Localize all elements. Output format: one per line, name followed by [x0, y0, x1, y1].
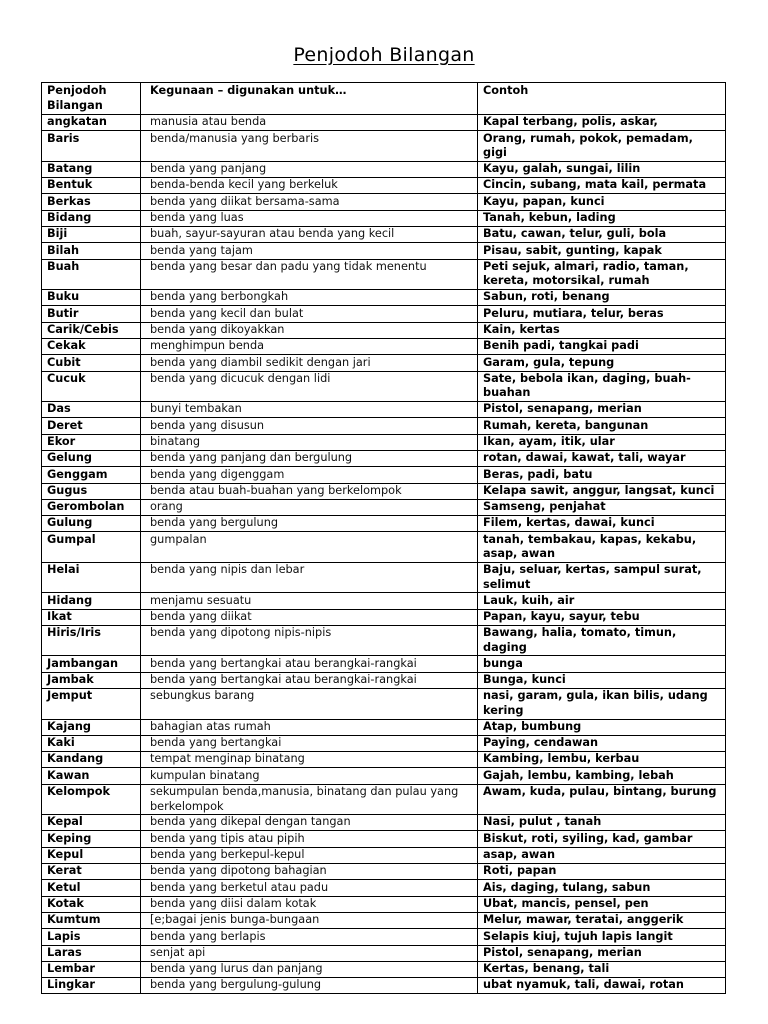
example-cell: Rumah, kereta, bangunan: [478, 418, 726, 434]
classifier-cell: angkatan: [42, 115, 141, 131]
table-row: [42, 290, 726, 306]
table-row: [42, 656, 726, 672]
example-cell: tanah, tembakau, kapas, kekabu, asap, awan: [478, 532, 726, 562]
page-title: Penjodoh Bilangan: [293, 44, 475, 66]
classifier-cell: Kelompok: [42, 784, 141, 814]
table-row: [42, 768, 726, 784]
usage-cell: benda yang bertangkai: [141, 735, 478, 751]
usage-cell: [e;bagai jenis bunga-bungaan: [141, 912, 478, 928]
usage-cell: gumpalan: [141, 532, 478, 562]
usage-cell: benda yang dikoyakkan: [141, 322, 478, 338]
classifier-cell: Kaki: [42, 735, 141, 751]
usage-cell: benda yang diikat bersama-sama: [141, 194, 478, 210]
usage-cell: benda yang bergulung: [141, 516, 478, 532]
example-cell: Sabun, roti, benang: [478, 290, 726, 306]
table-row: [42, 418, 726, 434]
example-cell: Kayu, papan, kunci: [478, 194, 726, 210]
table-row: [42, 161, 726, 177]
table-row: [42, 483, 726, 499]
usage-cell: bunyi tembakan: [141, 402, 478, 418]
table-row: [42, 402, 726, 418]
example-cell: Ais, daging, tulang, sabun: [478, 880, 726, 896]
table-row: [42, 784, 726, 814]
classifier-cell: Kandang: [42, 752, 141, 768]
table-row: [42, 131, 726, 161]
example-cell: Peluru, mutiara, telur, beras: [478, 306, 726, 322]
usage-cell: benda yang berbongkah: [141, 290, 478, 306]
classifier-cell: Kerat: [42, 864, 141, 880]
example-cell: Kertas, benang, tali: [478, 961, 726, 977]
example-cell: Peti sejuk, almari, radio, taman, kereta, motorsikal, rumah: [478, 259, 726, 289]
example-cell: Pistol, senapang, merian: [478, 402, 726, 418]
example-cell: Bawang, halia, tomato, timun, daging: [478, 625, 726, 655]
table-row: [42, 194, 726, 210]
example-cell: nasi, garam, gula, ikan bilis, udang kering: [478, 689, 726, 719]
example-cell: Lauk, kuih, air: [478, 593, 726, 609]
table-body: [42, 115, 726, 994]
table-row: [42, 322, 726, 338]
table-row: [42, 752, 726, 768]
table-row: [42, 259, 726, 289]
classifier-cell: Lapis: [42, 929, 141, 945]
example-cell: ubat nyamuk, tali, dawai, rotan: [478, 978, 726, 994]
table-row: [42, 434, 726, 450]
usage-cell: benda yang disusun: [141, 418, 478, 434]
classifier-cell: Gulung: [42, 516, 141, 532]
example-cell: Nasi, pulut , tanah: [478, 815, 726, 831]
table-row: [42, 961, 726, 977]
classifier-cell: Kajang: [42, 719, 141, 735]
example-cell: Biskut, roti, syiling, kad, gambar: [478, 831, 726, 847]
example-cell: Pistol, senapang, merian: [478, 945, 726, 961]
usage-cell: benda-benda kecil yang berkeluk: [141, 178, 478, 194]
example-cell: Atap, bumbung: [478, 719, 726, 735]
table-row: [42, 178, 726, 194]
header-examples: Contoh: [478, 83, 726, 115]
table-row: [42, 355, 726, 371]
usage-cell: benda yang lurus dan panjang: [141, 961, 478, 977]
table-row: [42, 689, 726, 719]
usage-cell: benda yang diikat: [141, 609, 478, 625]
usage-cell: benda yang berketul atau padu: [141, 880, 478, 896]
classifier-cell: Baris: [42, 131, 141, 161]
usage-cell: benda atau buah-buahan yang berkelompok: [141, 483, 478, 499]
classifier-cell: Lingkar: [42, 978, 141, 994]
usage-cell: benda yang tajam: [141, 243, 478, 259]
header-classifier: Penjodoh Bilangan: [42, 83, 141, 115]
classifier-cell: Kawan: [42, 768, 141, 784]
table-row: [42, 115, 726, 131]
example-cell: asap, awan: [478, 847, 726, 863]
usage-cell: orang: [141, 499, 478, 515]
table-header-row: [42, 83, 726, 115]
example-cell: Benih padi, tangkai padi: [478, 338, 726, 354]
classifier-cell: Kumtum: [42, 912, 141, 928]
usage-cell: benda yang kecil dan bulat: [141, 306, 478, 322]
table-row: [42, 609, 726, 625]
classifier-cell: Gumpal: [42, 532, 141, 562]
usage-cell: menghimpun benda: [141, 338, 478, 354]
example-cell: Gajah, lembu, kambing, lebah: [478, 768, 726, 784]
usage-cell: benda yang tipis atau pipih: [141, 831, 478, 847]
table-row: [42, 625, 726, 655]
table-row: [42, 831, 726, 847]
classifier-cell: Batang: [42, 161, 141, 177]
usage-cell: menjamu sesuatu: [141, 593, 478, 609]
example-cell: Pisau, sabit, gunting, kapak: [478, 243, 726, 259]
classifier-cell: Buah: [42, 259, 141, 289]
table-row: [42, 338, 726, 354]
classifier-cell: Buku: [42, 290, 141, 306]
table-row: [42, 896, 726, 912]
classifier-cell: Bilah: [42, 243, 141, 259]
example-cell: Orang, rumah, pokok, pemadam, gigi: [478, 131, 726, 161]
classifier-cell: Ikat: [42, 609, 141, 625]
usage-cell: benda yang besar dan padu yang tidak menentu: [141, 259, 478, 289]
classifier-cell: Kepul: [42, 847, 141, 863]
example-cell: Ikan, ayam, itik, ular: [478, 434, 726, 450]
classifier-cell: Helai: [42, 562, 141, 592]
usage-cell: buah, sayur-sayuran atau benda yang kecil: [141, 226, 478, 242]
usage-cell: benda/manusia yang berbaris: [141, 131, 478, 161]
usage-cell: benda yang diambil sedikit dengan jari: [141, 355, 478, 371]
table-row: [42, 978, 726, 994]
classifier-cell: Bentuk: [42, 178, 141, 194]
classifier-cell: Das: [42, 402, 141, 418]
example-cell: bunga: [478, 656, 726, 672]
classifier-cell: Bidang: [42, 210, 141, 226]
example-cell: Beras, padi, batu: [478, 467, 726, 483]
example-cell: Kayu, galah, sungai, lilin: [478, 161, 726, 177]
table-row: [42, 672, 726, 688]
example-cell: Papan, kayu, sayur, tebu: [478, 609, 726, 625]
classifier-cell: Laras: [42, 945, 141, 961]
classifier-cell: Hiris/Iris: [42, 625, 141, 655]
usage-cell: sekumpulan benda,manusia, binatang dan pulau yang berkelompok: [141, 784, 478, 814]
example-cell: Melur, mawar, teratai, anggerik: [478, 912, 726, 928]
usage-cell: benda yang luas: [141, 210, 478, 226]
table-row: [42, 243, 726, 259]
usage-cell: binatang: [141, 434, 478, 450]
example-cell: Selapis kiuj, tujuh lapis langit: [478, 929, 726, 945]
classifier-cell: Deret: [42, 418, 141, 434]
example-cell: Filem, kertas, dawai, kunci: [478, 516, 726, 532]
table-row: [42, 306, 726, 322]
classifier-cell: Kotak: [42, 896, 141, 912]
classifier-cell: Jambangan: [42, 656, 141, 672]
classifier-cell: Ketul: [42, 880, 141, 896]
usage-cell: kumpulan binatang: [141, 768, 478, 784]
usage-cell: benda yang bergulung-gulung: [141, 978, 478, 994]
table-row: [42, 864, 726, 880]
example-cell: Batu, cawan, telur, guli, bola: [478, 226, 726, 242]
classifier-cell: Genggam: [42, 467, 141, 483]
header-usage: Kegunaan – digunakan untuk…: [141, 83, 478, 115]
usage-cell: benda yang panjang: [141, 161, 478, 177]
usage-cell: benda yang digenggam: [141, 467, 478, 483]
table-row: [42, 371, 726, 401]
table-row: [42, 929, 726, 945]
usage-cell: benda yang nipis dan lebar: [141, 562, 478, 592]
classifier-cell: Hidang: [42, 593, 141, 609]
example-cell: Cincin, subang, mata kail, permata: [478, 178, 726, 194]
table-row: [42, 815, 726, 831]
usage-cell: bahagian atas rumah: [141, 719, 478, 735]
table-row: [42, 467, 726, 483]
classifier-cell: Biji: [42, 226, 141, 242]
usage-cell: benda yang diisi dalam kotak: [141, 896, 478, 912]
classifier-cell: Ekor: [42, 434, 141, 450]
usage-cell: tempat menginap binatang: [141, 752, 478, 768]
usage-cell: benda yang berlapis: [141, 929, 478, 945]
table-row: [42, 593, 726, 609]
classifier-cell: Berkas: [42, 194, 141, 210]
usage-cell: benda yang berkepul-kepul: [141, 847, 478, 863]
example-cell: Garam, gula, tepung: [478, 355, 726, 371]
usage-cell: benda yang bertangkai atau berangkai-rangkai: [141, 672, 478, 688]
table-row: [42, 562, 726, 592]
usage-cell: benda yang dipotong nipis-nipis: [141, 625, 478, 655]
example-cell: Sate, bebola ikan, daging, buah-buahan: [478, 371, 726, 401]
usage-cell: benda yang panjang dan bergulung: [141, 450, 478, 466]
usage-cell: senjat api: [141, 945, 478, 961]
classifier-cell: Gerombolan: [42, 499, 141, 515]
table-row: [42, 880, 726, 896]
classifier-cell: Kepal: [42, 815, 141, 831]
table-row: [42, 719, 726, 735]
table-row: [42, 210, 726, 226]
example-cell: Awam, kuda, pulau, bintang, burung: [478, 784, 726, 814]
example-cell: Kain, kertas: [478, 322, 726, 338]
example-cell: rotan, dawai, kawat, tali, wayar: [478, 450, 726, 466]
classifier-cell: Jambak: [42, 672, 141, 688]
usage-cell: benda yang dicucuk dengan lidi: [141, 371, 478, 401]
example-cell: Tanah, kebun, lading: [478, 210, 726, 226]
classifier-cell: Jemput: [42, 689, 141, 719]
table-row: [42, 499, 726, 515]
example-cell: Paying, cendawan: [478, 735, 726, 751]
table-row: [42, 847, 726, 863]
example-cell: Kelapa sawit, anggur, langsat, kunci: [478, 483, 726, 499]
table-row: [42, 226, 726, 242]
table-row: [42, 945, 726, 961]
example-cell: Bunga, kunci: [478, 672, 726, 688]
example-cell: Roti, papan: [478, 864, 726, 880]
table-row: [42, 735, 726, 751]
usage-cell: benda yang dipotong bahagian: [141, 864, 478, 880]
classifier-cell: Keping: [42, 831, 141, 847]
example-cell: Baju, seluar, kertas, sampul surat, selimut: [478, 562, 726, 592]
table-row: [42, 516, 726, 532]
table-row: [42, 532, 726, 562]
classifier-cell: Gugus: [42, 483, 141, 499]
usage-cell: manusia atau benda: [141, 115, 478, 131]
usage-cell: benda yang dikepal dengan tangan: [141, 815, 478, 831]
usage-cell: sebungkus barang: [141, 689, 478, 719]
classifier-table: [41, 82, 726, 994]
table-row: [42, 912, 726, 928]
classifier-cell: Cubit: [42, 355, 141, 371]
example-cell: Ubat, mancis, pensel, pen: [478, 896, 726, 912]
example-cell: Kapal terbang, polis, askar,: [478, 115, 726, 131]
classifier-cell: Gelung: [42, 450, 141, 466]
classifier-cell: Cekak: [42, 338, 141, 354]
classifier-cell: Lembar: [42, 961, 141, 977]
classifier-cell: Carik/Cebis: [42, 322, 141, 338]
classifier-cell: Butir: [42, 306, 141, 322]
example-cell: Samseng, penjahat: [478, 499, 726, 515]
usage-cell: benda yang bertangkai atau berangkai-rangkai: [141, 656, 478, 672]
table-row: [42, 450, 726, 466]
classifier-cell: Cucuk: [42, 371, 141, 401]
example-cell: Kambing, lembu, kerbau: [478, 752, 726, 768]
